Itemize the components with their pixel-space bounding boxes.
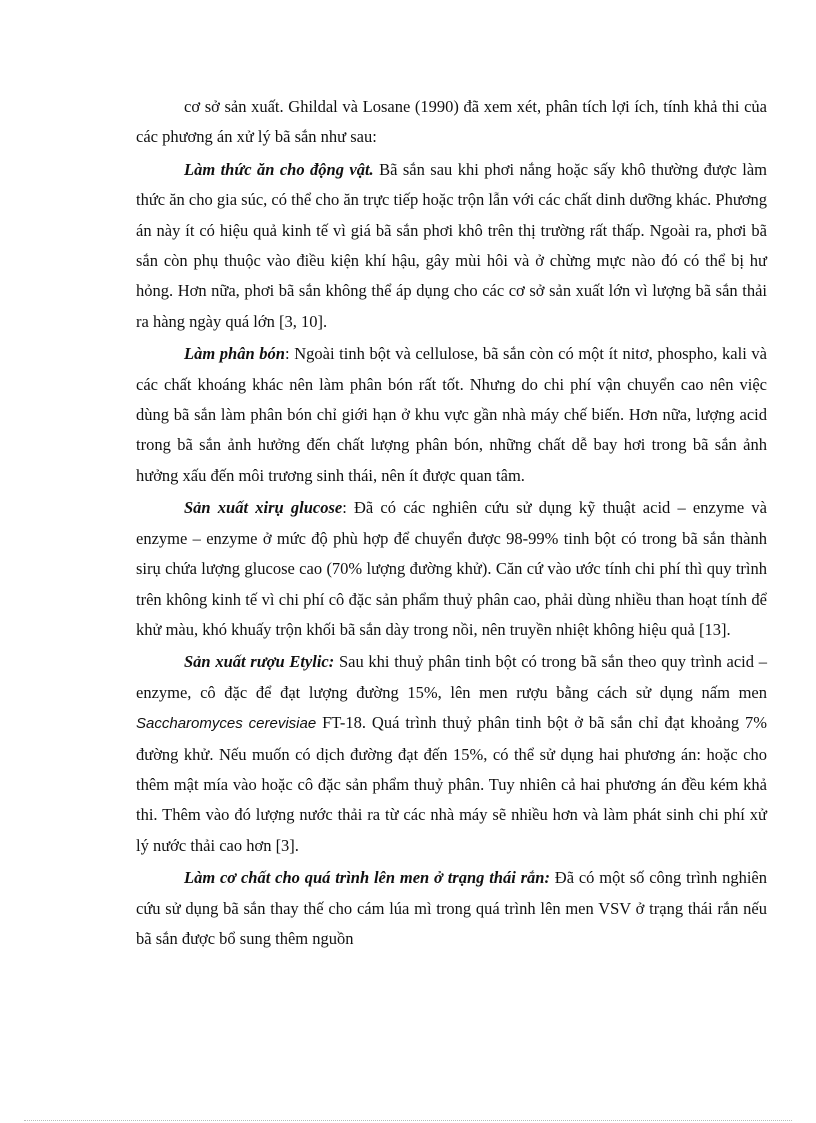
paragraph-heading: Sản xuất xirụ glucose — [184, 498, 343, 518]
paragraph-text: Sau khi thuỷ phân tinh bột có trong bã sắn theo quy trình acid – enzyme, cô đặc để đạt lượng đường 15%, lên men rượu bằng cách sử dụng nấm men — [136, 652, 767, 702]
paragraph-solid-state-substrate — [136, 863, 767, 954]
paragraph-ethanol — [136, 647, 767, 861]
paragraph-fertilizer — [136, 339, 767, 491]
paragraph-heading: Làm phân bón — [184, 344, 285, 364]
paragraph-text: cơ sở sản xuất. Ghildal và Losane (1990) đã xem xét, phân tích lợi ích, tính khả thi của các phương án xử lý bã sắn như sau: — [136, 97, 767, 147]
document-page — [136, 92, 767, 956]
species-name: Saccharomyces cerevisiae — [136, 715, 317, 733]
paragraph-text: : Đã có các nghiên cứu sử dụng kỹ thuật acid – enzyme và enzyme – enzyme ở mức độ phù hợp để chuyển được 98-99% tinh bột có trong bã sắn thành sirụ chứa lượng glucose cao (70% lượng đường khử). Căn cứ vào ước tính chi phí thì quy trình trên không kinh tế vì chi phí cô đặc sản phẩm thuỷ phân cao, phải dùng nhiều than hoạt tính để khử màu, khó khuấy trộn khối bã sắn dày trong nồi, nên truyền nhiệt không hiệu quả [13]. — [136, 498, 768, 639]
paragraph-text: : Ngoài tinh bột và cellulose, bã sắn còn có một ít nitơ, phospho, kali và các chất khoáng khác nên làm phân bón rất tốt. Nhưng do chi phí vận chuyển cao nên việc dùng bã sắn làm phân bón chỉ giới hạn ở khu vực gần nhà máy chế biến. Hơn nữa, lượng acid trong bã sắn ảnh hưởng đến chất lượng phân bón, những chất dễ bay hơi trong bã sắn ảnh hưởng xấu đến môi trương sinh thái, nên ít được quan tâm. — [136, 344, 768, 485]
paragraph-animal-feed — [136, 155, 767, 337]
paragraph-intro — [136, 92, 767, 153]
paragraph-glucose-syrup — [136, 493, 767, 645]
paragraph-heading: Sản xuất rượu Etylic: — [184, 652, 335, 672]
paragraph-text: Đã có một số công trình nghiên cứu sử dụng bã sắn thay thế cho cám lúa mì trong quá trình lên men VSV ở trạng thái rắn nếu bã sắn được bổ sung thêm nguồn — [136, 868, 768, 948]
paragraph-text: Bã sắn sau khi phơi nắng hoặc sấy khô thường được làm thức ăn cho gia súc, có thể cho ăn trực tiếp hoặc trộn lẫn với các chất dinh dưỡng khác. Phương án này ít có hiệu quả kinh tế vì giá bã sắn phơi khô trên thị trường rất thấp. Ngoài ra, phơi bã sắn còn phụ thuộc vào điều kiện khí hậu, gây mùi hôi và ở chừng mực nào đó có thể bị hư hỏng. Hơn nữa, phơi bã sắn không thể áp dụng cho các cơ sở sản xuất lớn vì lượng bã sắn thải ra hàng ngày quá lớn [3, 10]. — [136, 159, 768, 331]
paragraph-text: FT-18. Quá trình thuỷ phân tinh bột ở bã sắn chỉ đạt khoảng 7% đường khử. Nếu muốn có dịch đường đạt đến 15%, có thể sử dụng hai phương án: hoặc cho thêm mật mía vào hoặc cô đặc sản phẩm thuỷ phân. Tuy nhiên cả hai phương án đều kém khả thi. Thêm vào đó lượng nước thải ra từ các nhà máy sẽ nhiều hơn và làm phát sinh chi phí xử lý nước thải cao hơn [3]. — [136, 713, 767, 855]
page-bottom-divider — [24, 1120, 792, 1121]
paragraph-heading: Làm thức ăn cho động vật. — [184, 159, 374, 179]
paragraph-heading: Làm cơ chất cho quá trình lên men ở trạng thái rắn: — [184, 868, 550, 888]
